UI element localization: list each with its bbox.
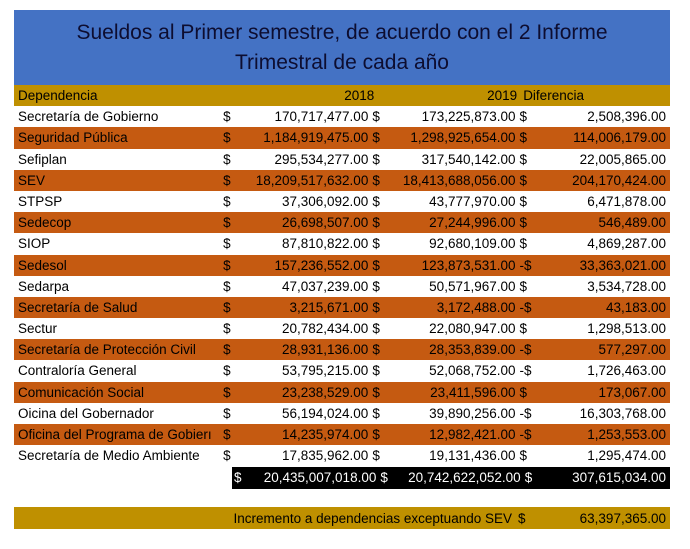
currency-sign: $	[223, 405, 231, 421]
currency-sign: $	[223, 448, 231, 464]
diferencia-sign: $	[519, 321, 528, 337]
value-2019-cell: 18,413,688,056.00	[402, 172, 516, 188]
diferencia-sign: $	[519, 130, 528, 146]
value-2018-cell: 1,184,919,475.00	[263, 130, 369, 146]
diferencia-sign: -$	[519, 405, 532, 421]
currency-sign: $	[372, 109, 380, 125]
diferencia-sign: -$	[519, 342, 532, 358]
dependencia-cell: Sedesol	[18, 257, 67, 273]
currency-sign: $	[223, 342, 231, 358]
total-2018: 20,435,007,018.00	[263, 470, 377, 486]
value-2018-cell: 23,238,529.00	[281, 384, 369, 400]
table-row	[14, 339, 670, 360]
table-row	[14, 424, 670, 445]
total-2019: 20,742,622,052.00	[408, 470, 521, 486]
currency-sign: $	[223, 151, 231, 167]
value-2019-cell: 50,571,967.00	[429, 278, 516, 294]
table-row	[14, 127, 670, 148]
total-diferencia: 307,615,034.00	[572, 470, 666, 486]
currency-sign: $	[223, 172, 231, 188]
currency-sign: $	[372, 172, 380, 188]
diferencia-sign: $	[519, 236, 528, 252]
diferencia-cell: 173,067.00	[598, 384, 667, 400]
value-2018-cell: 20,782,434.00	[281, 321, 369, 337]
table-row	[14, 445, 670, 466]
value-2018-cell: 3,215,671.00	[289, 299, 369, 315]
diferencia-sign: -$	[519, 257, 532, 273]
value-2018-cell: 87,810,822.00	[281, 236, 369, 252]
value-2018-cell: 47,037,239.00	[281, 278, 369, 294]
header-dependencia: Dependencia	[18, 88, 98, 103]
dependencia-cell: Secretaría de Medio Ambiente	[18, 448, 200, 464]
title-line-2: Trimestral de cada año	[235, 50, 449, 74]
diferencia-cell: 1,298,513.00	[587, 321, 667, 337]
header-2019: 2019	[487, 88, 518, 103]
incremento-label: Incremento a dependencias exceptuando SEV	[233, 510, 512, 526]
value-2019-cell: 12,982,421.00	[429, 427, 516, 442]
currency-sign: $	[223, 109, 231, 125]
diferencia-sign: $	[519, 448, 528, 464]
dependencia-cell: SEV	[18, 172, 46, 188]
dependencia-cell: Sefiplan	[18, 151, 67, 167]
table-row	[14, 149, 670, 170]
dependencia-cell: Secretaría de Salud	[18, 299, 138, 315]
currency-sign: $	[223, 321, 231, 337]
value-2018-cell: 18,209,517,632.00	[255, 172, 369, 188]
diferencia-cell: 6,471,878.00	[587, 193, 667, 209]
value-2018-cell: 295,534,277.00	[274, 151, 369, 167]
value-2019-cell: 23,411,596.00	[430, 384, 516, 400]
currency-sign: $	[223, 193, 231, 209]
value-2019-cell: 52,068,752.00	[429, 363, 516, 379]
dependencia-cell: SIOP	[18, 236, 51, 252]
currency-sign: $	[372, 427, 380, 442]
diferencia-cell: 1,726,463.00	[587, 363, 667, 379]
incremento-sign: $	[518, 510, 526, 526]
diferencia-cell: 204,170,424.00	[572, 172, 667, 188]
diferencia-sign: -$	[519, 427, 532, 442]
currency-sign: $	[223, 236, 231, 252]
currency-sign: $	[372, 448, 380, 464]
diferencia-cell: 4,869,287.00	[587, 236, 667, 252]
currency-sign: $	[223, 130, 231, 146]
currency-sign: $	[372, 151, 380, 167]
diferencia-sign: $	[519, 278, 528, 294]
value-2018-cell: 157,236,552.00	[274, 257, 369, 273]
table-row	[14, 170, 670, 191]
table-row	[14, 360, 670, 381]
currency-sign: $	[372, 278, 380, 294]
currency-sign: $	[223, 299, 231, 315]
value-2019-cell: 43,777,970.00	[429, 193, 516, 209]
diferencia-cell: 114,006,179.00	[573, 130, 667, 146]
currency-sign: $	[223, 384, 231, 400]
value-2019-cell: 28,353,839.00	[429, 342, 516, 358]
header-row	[14, 85, 670, 106]
currency-sign: $	[234, 470, 242, 486]
value-2019-cell: 173,225,873.00	[421, 109, 516, 125]
header-diferencia: Diferencia	[523, 88, 584, 103]
diferencia-sign: $	[519, 109, 528, 125]
value-2018-cell: 37,306,092.00	[281, 193, 369, 209]
table-row	[14, 276, 670, 297]
currency-sign: $	[372, 342, 380, 358]
value-2019-cell: 3,172,488.00	[436, 299, 516, 315]
diferencia-cell: 1,295,474.00	[587, 448, 667, 464]
diferencia-cell: 577,297.00	[598, 342, 667, 358]
diferencia-cell: 3,534,728.00	[587, 278, 667, 294]
value-2018-cell: 170,717,477.00	[274, 109, 369, 125]
diferencia-sign: $	[519, 384, 528, 400]
table-row	[14, 255, 670, 276]
dependencia-cell: Contraloría General	[18, 363, 137, 379]
diferencia-cell: 1,253,553.00	[587, 427, 667, 442]
diferencia-sign: $	[519, 151, 528, 167]
total-row-wrap	[14, 467, 670, 489]
dependencia-cell: Sectur	[18, 321, 58, 337]
dependencia-cell: Secretaría de Gobierno	[18, 109, 159, 125]
total-spacer	[14, 467, 232, 489]
incremento-row	[14, 507, 670, 529]
currency-sign: $	[372, 193, 380, 209]
diferencia-cell: 2,508,396.00	[587, 109, 667, 125]
currency-sign: $	[372, 321, 380, 337]
currency-sign: $	[223, 278, 231, 294]
currency-sign: $	[223, 363, 231, 379]
value-2019-cell: 22,080,947.00	[429, 321, 516, 337]
currency-sign: $	[223, 427, 231, 442]
currency-sign: $	[372, 130, 380, 146]
table-row	[14, 297, 670, 318]
dependencia-cell: Sedecop	[18, 215, 72, 231]
currency-sign: $	[372, 236, 380, 252]
currency-sign: $	[380, 470, 388, 486]
dependencia-cell: Secretaría de Protección Civil	[18, 342, 196, 358]
value-2018-cell: 53,795,215.00	[281, 363, 369, 379]
currency-sign: $	[223, 215, 231, 231]
currency-sign: $	[223, 257, 231, 273]
dependencia-cell: Seguridad Pública	[18, 130, 128, 146]
diferencia-sign: -$	[519, 363, 532, 379]
value-2019-cell: 123,873,531.00	[421, 257, 516, 273]
diferencia-cell: 16,303,768.00	[579, 405, 667, 421]
dependencia-cell: Sedarpa	[18, 278, 70, 294]
value-2019-cell: 39,890,256.00	[429, 405, 516, 421]
dependencia-cell: Oicina del Gobernador	[18, 405, 154, 421]
header-2018: 2018	[344, 88, 375, 103]
diferencia-cell: 33,363,021.00	[579, 257, 667, 273]
table-row	[14, 233, 670, 254]
table-body	[14, 106, 670, 466]
total-dif-sign: $	[524, 470, 533, 486]
diferencia-sign: $	[519, 215, 528, 231]
title-line-1: Sueldos al Primer semestre, de acuerdo con el 2 Informe	[76, 20, 608, 44]
total-row	[232, 467, 670, 488]
table-row	[14, 382, 670, 403]
table-row	[14, 318, 670, 339]
table-title	[14, 10, 670, 85]
currency-sign: $	[372, 257, 380, 273]
diferencia-sign: $	[519, 172, 528, 188]
table-row	[14, 106, 670, 127]
diferencia-cell: 546,489.00	[598, 215, 667, 231]
diferencia-sign: $	[519, 193, 528, 209]
value-2019-cell: 19,131,436.00	[429, 448, 516, 464]
dependencia-cell: STPSP	[18, 193, 63, 209]
value-2019-cell: 1,298,925,654.00	[410, 130, 516, 146]
value-2018-cell: 26,698,507.00	[281, 215, 369, 231]
diferencia-sign: -$	[519, 299, 532, 315]
diferencia-cell: 43,183.00	[605, 299, 667, 315]
incremento-value: 63,397,365.00	[579, 510, 666, 526]
spreadsheet	[14, 10, 670, 529]
currency-sign: $	[372, 215, 380, 231]
dependencia-cell: Oficina del Programa de Gobierı	[18, 427, 212, 442]
value-2018-cell: 17,835,962.00	[281, 448, 369, 464]
currency-sign: $	[372, 299, 380, 315]
table-row	[14, 403, 670, 424]
dependencia-cell: Comunicación Social	[18, 384, 145, 400]
value-2018-cell: 56,194,024.00	[281, 405, 369, 421]
diferencia-cell: 22,005,865.00	[579, 151, 667, 167]
table-row	[14, 191, 670, 212]
currency-sign: $	[372, 363, 380, 379]
value-2019-cell: 27,244,996.00	[429, 215, 516, 231]
value-2019-cell: 317,540,142.00	[421, 151, 516, 167]
value-2018-cell: 14,235,974.00	[281, 427, 369, 442]
value-2019-cell: 92,680,109.00	[429, 236, 516, 252]
currency-sign: $	[372, 384, 380, 400]
value-2018-cell: 28,931,136.00	[281, 342, 369, 358]
currency-sign: $	[372, 405, 380, 421]
table-row	[14, 212, 670, 233]
